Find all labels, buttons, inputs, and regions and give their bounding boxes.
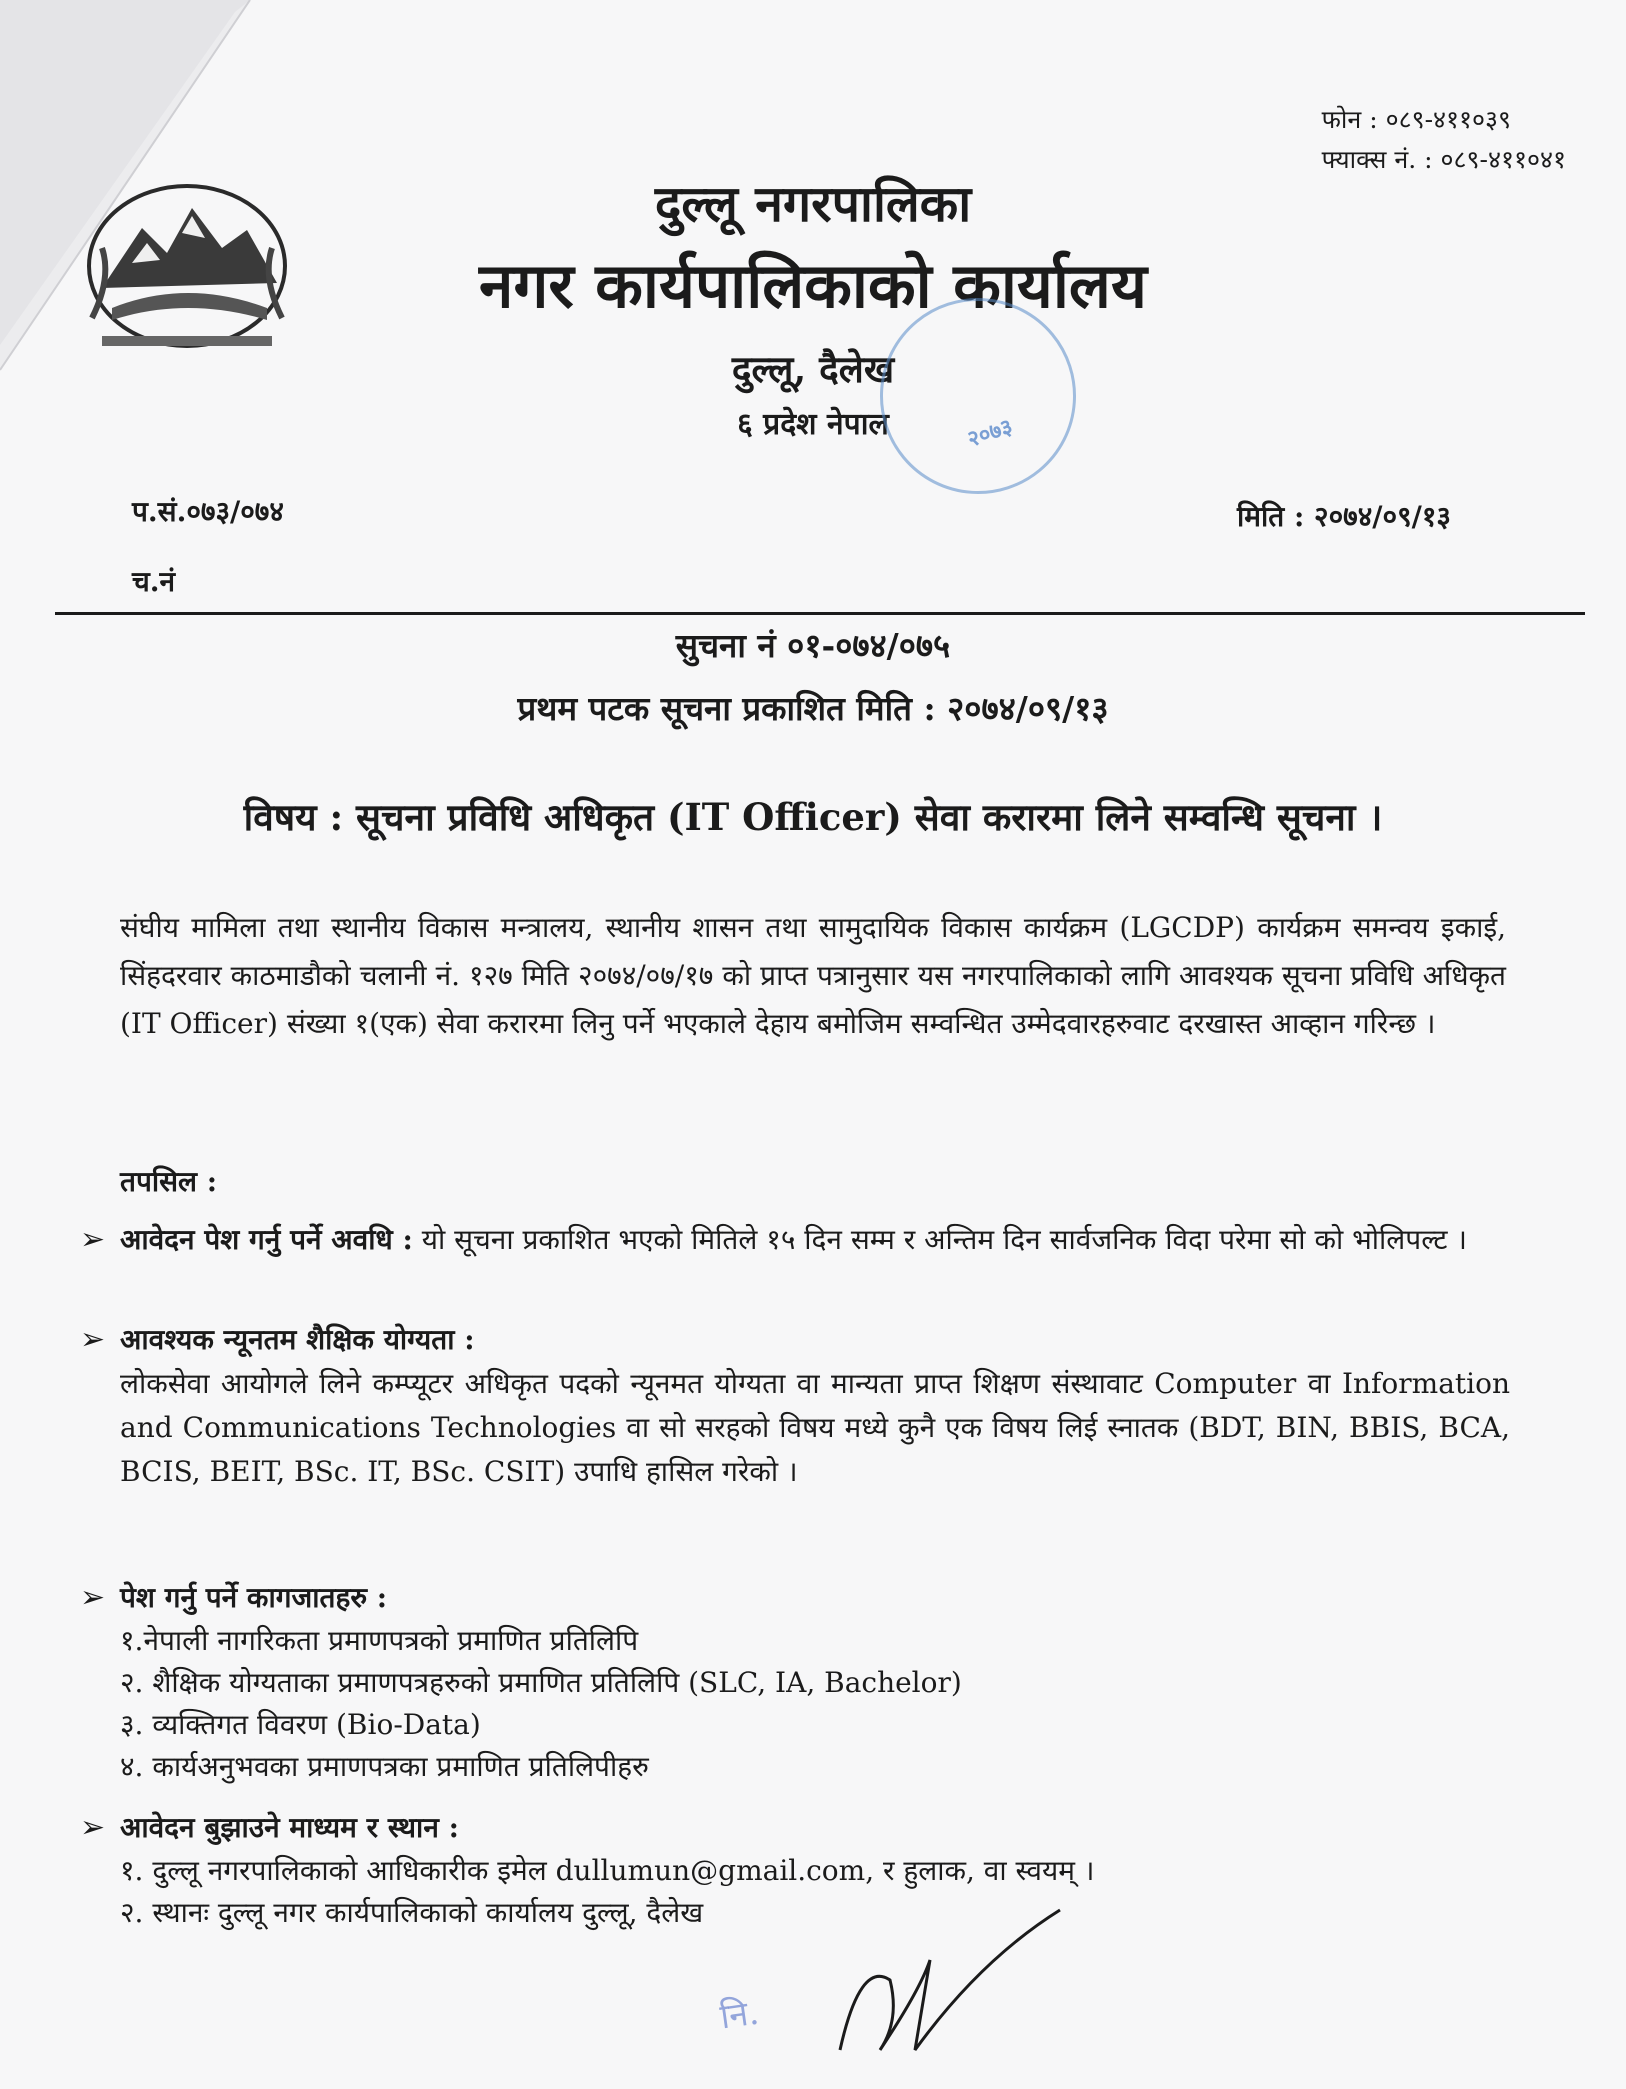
arrow-bullet-icon: ➢ — [80, 1810, 106, 1845]
office-name: नगर कार्यपालिकाको कार्यालय — [479, 249, 1147, 322]
municipality-name: दुल्लू नगरपालिका — [654, 174, 972, 233]
seal-year: २०७३ — [964, 413, 1016, 453]
list-item: १.नेपाली नागरिकता प्रमाणपत्रको प्रमाणित प्रतिलिपि — [120, 1624, 639, 1657]
notice-number: सुचना नं ०१-०७४/०७५ — [675, 626, 951, 665]
province-name: ६ प्रदेश नेपाल — [737, 407, 889, 442]
letter-date: मिति : २०७४/०९/१३ — [1237, 500, 1451, 533]
list-item: १. दुल्लू नगरपालिकाको आधिकारीक इमेल dullumun@gmail.com, र हुलाक, वा स्वयम् । — [120, 1854, 1095, 1887]
arrow-bullet-icon: ➢ — [80, 1222, 106, 1257]
signature-icon — [820, 1900, 1080, 2070]
section-label: आवेदन पेश गर्नु पर्ने अवधि : — [120, 1223, 413, 1256]
list-item: २. शैक्षिक योग्यताका प्रमाणपत्रहरुको प्रमाणित प्रतिलिपि (SLC, IA, Bachelor) — [120, 1666, 962, 1699]
section-label: आवेदन बुझाउने माध्यम र स्थान : — [120, 1811, 459, 1844]
section-documents — [80, 1576, 1510, 1788]
list-item: २. स्थानः दुल्लू नगर कार्यपालिकाको कार्यालय दुल्लू, दैलेख — [120, 1896, 704, 1929]
arrow-bullet-icon: ➢ — [80, 1580, 106, 1615]
phone-number: फोन : ०८९-४११०३९ — [1321, 105, 1512, 134]
section-label: पेश गर्नु पर्ने कागजातहरु : — [120, 1581, 388, 1614]
first-published-date: प्रथम पटक सूचना प्रकाशित मिति : २०७४/०९/१३ — [517, 689, 1109, 728]
section-text: यो सूचना प्रकाशित भएको मितिले १५ दिन सम्म र अन्तिम दिन सार्वजनिक विदा परेमा सो को भोलिपल्ट । — [421, 1223, 1468, 1256]
dispatch-number: च.नं — [132, 565, 176, 598]
list-item: ४. कार्यअनुभवका प्रमाणपत्रका प्रमाणित प्रतिलिपीहरु — [120, 1750, 649, 1783]
section-deadline — [80, 1218, 1510, 1262]
fax-number: फ्याक्स नं. : ०८९-४११०४१ — [1321, 145, 1566, 174]
signatory-stamp: नि. — [717, 1992, 762, 2038]
reference-number: प.सं.०७३/०७४ — [132, 495, 284, 528]
section-text: लोकसेवा आयोगले लिने कम्प्यूटर अधिकृत पदको न्यूनमत योग्यता वा मान्यता प्राप्त शिक्षण संस्थावाट Computer वा Information and Communications Technologies वा सो सरहको विषय मध्ये कुनै एक विषय लिई स्नातक (BDT, BIN, BBIS, BCA, BCIS, BEIT, BSc. IT, BSc. CSIT) उपाधि हासिल गरेको । — [120, 1367, 1510, 1488]
notice-body: संघीय मामिला तथा स्थानीय विकास मन्त्रालय, स्थानीय शासन तथा सामुदायिक विकास कार्यक्रम (LGCDP) कार्यक्रम समन्वय इकाई, सिंहदरवार काठमाडौको चलानी नं. १२७ मिति २०७४/०७/१७ को प्राप्त पत्रानुसार यस नगरपालिकाको लागि आवश्यक सूचना प्रविधि अधिकृत (IT Officer) संख्या १(एक) सेवा करारमा लिनु पर्ने भएकाले देहाय बमोजिम सम्वन्धित उम्मेदवारहरुवाट दरखास्त आव्हान गरिन्छ । — [120, 911, 1506, 1040]
office-location: दुल्लू, दैलेख — [731, 347, 895, 391]
section-submission — [80, 1806, 1510, 1934]
header-divider — [55, 612, 1585, 615]
list-item: ३. व्यक्तिगत विवरण (Bio-Data) — [120, 1708, 481, 1741]
section-qualification — [80, 1318, 1510, 1494]
details-label: तपसिल : — [120, 1165, 218, 1198]
arrow-bullet-icon: ➢ — [80, 1322, 106, 1357]
notice-subject: विषय : सूचना प्रविधि अधिकृत (IT Officer) सेवा करारमा लिने सम्वन्धि सूचना । — [243, 795, 1383, 839]
section-label: आवश्यक न्यूनतम शैक्षिक योग्यता : — [120, 1323, 475, 1356]
